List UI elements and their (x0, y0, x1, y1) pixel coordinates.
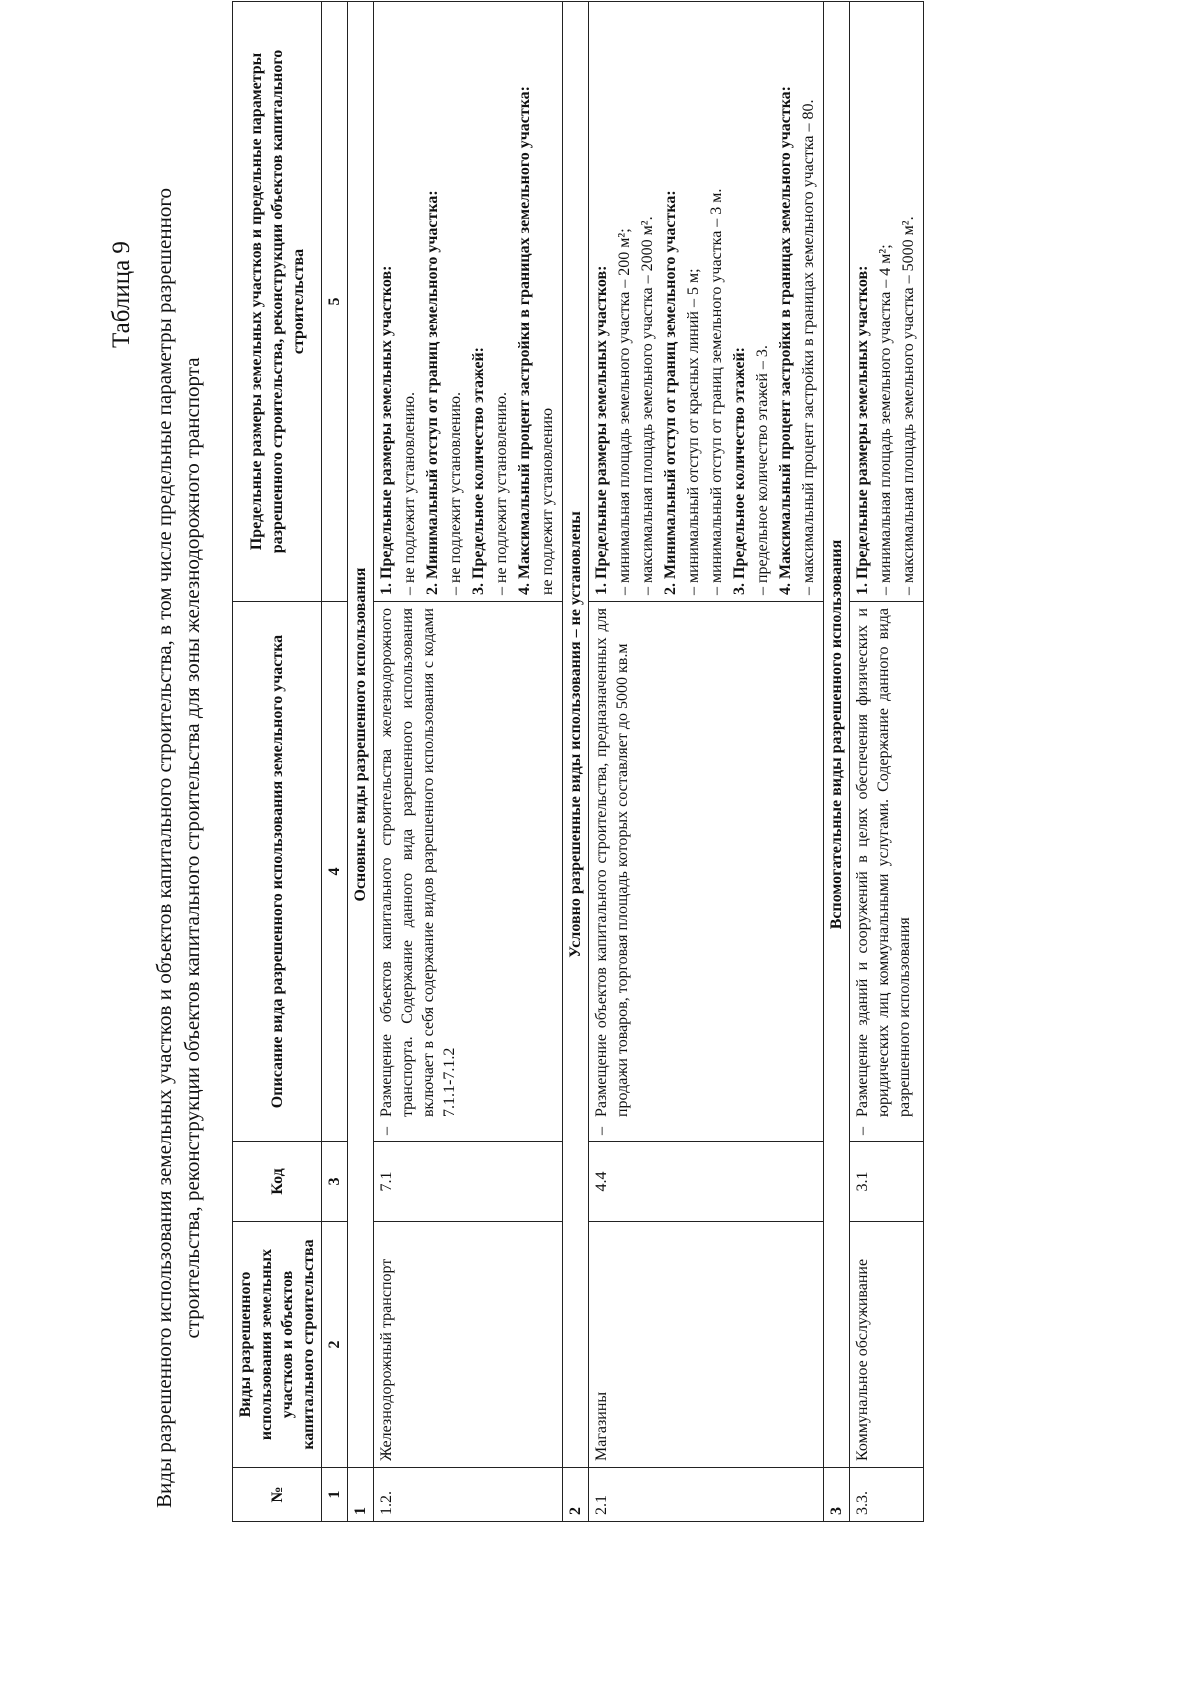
param-line: – предельное количество этажей – 3. (754, 345, 771, 595)
param-line: 1. Предельные размеры земельных участков: (854, 265, 871, 595)
row-description: Размещение объектов капитального строительства железнодорожного транспорта. Содержание данного вида разрешенного использования включает в себя содержание видов разрешенного использования с кодами 7.1.1-7.1.2 (378, 608, 458, 1117)
row-code: 3.1 (850, 1142, 924, 1222)
param-line: не подлежит установлению (539, 407, 556, 595)
param-line: 2. Минимальный отступ от границ земельного участка: (662, 190, 679, 595)
section-row (348, 2, 374, 1522)
dash-mark: – (593, 1127, 610, 1135)
row-params (850, 2, 924, 602)
column-number-row (322, 2, 348, 1522)
row-type: Магазины (589, 1222, 824, 1468)
section-number: 1 (348, 1468, 374, 1522)
table-row (374, 2, 563, 1522)
row-number: 3.3. (850, 1468, 924, 1522)
param-line: – не подлежит установлению. (447, 391, 464, 595)
header-description: Описание вида разрешенного использования земельного участка (233, 602, 322, 1142)
section-title: Условно разрешенные виды использования – не установлены (563, 2, 589, 1468)
column-number: 2 (322, 1222, 348, 1468)
table-row (850, 2, 924, 1522)
row-type: Железнодорожный транспорт (374, 1222, 563, 1468)
header-num: № (233, 1468, 322, 1522)
section-row (563, 2, 589, 1522)
param-line: 4. Максимальный процент застройки в границах земельного участка: (777, 86, 794, 595)
param-line: – минимальная площадь земельного участка – 4 м²; (877, 244, 894, 595)
row-description-cell (589, 602, 824, 1142)
param-line: 1. Предельные размеры земельных участков: (378, 265, 395, 595)
row-code: 4.4 (589, 1142, 824, 1222)
param-line: – максимальный процент застройки в границах земельного участка – 80. (800, 99, 817, 595)
param-line: – минимальный отступ от границ земельного участка – 3 м. (708, 188, 725, 595)
header-row (233, 2, 322, 1522)
header-code: Код (233, 1142, 322, 1222)
row-number: 1.2. (374, 1468, 563, 1522)
row-type: Коммунальное обслуживание (850, 1222, 924, 1468)
zoning-table (232, 1, 924, 1522)
column-number: 3 (322, 1142, 348, 1222)
table-caption: Виды разрешенного использования земельных участков и объектов капитального строительства, в том числе предельные параметры разрешенного строительства, реконструкции объектов капитального строительства для зоны железнодорожного транспорта (152, 188, 204, 1508)
dash-mark: – (378, 1127, 395, 1135)
row-code: 7.1 (374, 1142, 563, 1222)
section-title: Вспомогательные виды разрешенного использования (824, 2, 850, 1468)
param-line: – не подлежит установлению. (493, 391, 510, 595)
row-params (374, 2, 563, 602)
row-description: Размещение зданий и сооружений в целях обеспечения физических и юридических лиц коммунальными услугами. Содержание данного вида разрешенного использования (854, 608, 913, 1117)
param-line: 3. Предельное количество этажей: (470, 347, 487, 595)
section-row (824, 2, 850, 1522)
param-line: – минимальный отступ от красных линий – 5 м; (685, 268, 702, 595)
header-params: Предельные размеры земельных участков и предельные параметры разрешенного строительства, реконструкции объектов капитального строительства (233, 2, 322, 602)
param-line: – максимальная площадь земельного участка – 2000 м². (639, 216, 656, 595)
param-line: 1. Предельные размеры земельных участков: (593, 265, 610, 595)
param-line: 2. Минимальный отступ от границ земельного участка: (424, 190, 441, 595)
param-line: 4. Максимальный процент застройки в границах земельного участка: (516, 86, 533, 595)
row-description: Размещение объектов капитального строительства, предназначенных для продажи товаров, торговая площадь которых составляет до 5000 кв.м (593, 608, 631, 1117)
dash-mark: – (854, 1127, 871, 1135)
section-number: 3 (824, 1468, 850, 1522)
column-number: 1 (322, 1468, 348, 1522)
row-number: 2.1 (589, 1468, 824, 1522)
row-description-cell (374, 602, 563, 1142)
param-line: 3. Предельное количество этажей: (731, 347, 748, 595)
param-line: – не подлежит установлению. (401, 391, 418, 595)
param-line: – максимальная площадь земельного участка – 5000 м². (900, 216, 917, 595)
row-params (589, 2, 824, 602)
table-label: Таблица 9 (108, 241, 135, 348)
section-number: 2 (563, 1468, 589, 1522)
column-number: 4 (322, 602, 348, 1142)
param-line: – минимальная площадь земельного участка – 200 м²; (616, 228, 633, 595)
header-type: Виды разрешенного использования земельных участков и объектов капитального строительства (233, 1222, 322, 1468)
section-title: Основные виды разрешенного использования (348, 2, 374, 1468)
table-row (589, 2, 824, 1522)
row-description-cell (850, 602, 924, 1142)
column-number: 5 (322, 2, 348, 602)
table-body (348, 2, 924, 1522)
